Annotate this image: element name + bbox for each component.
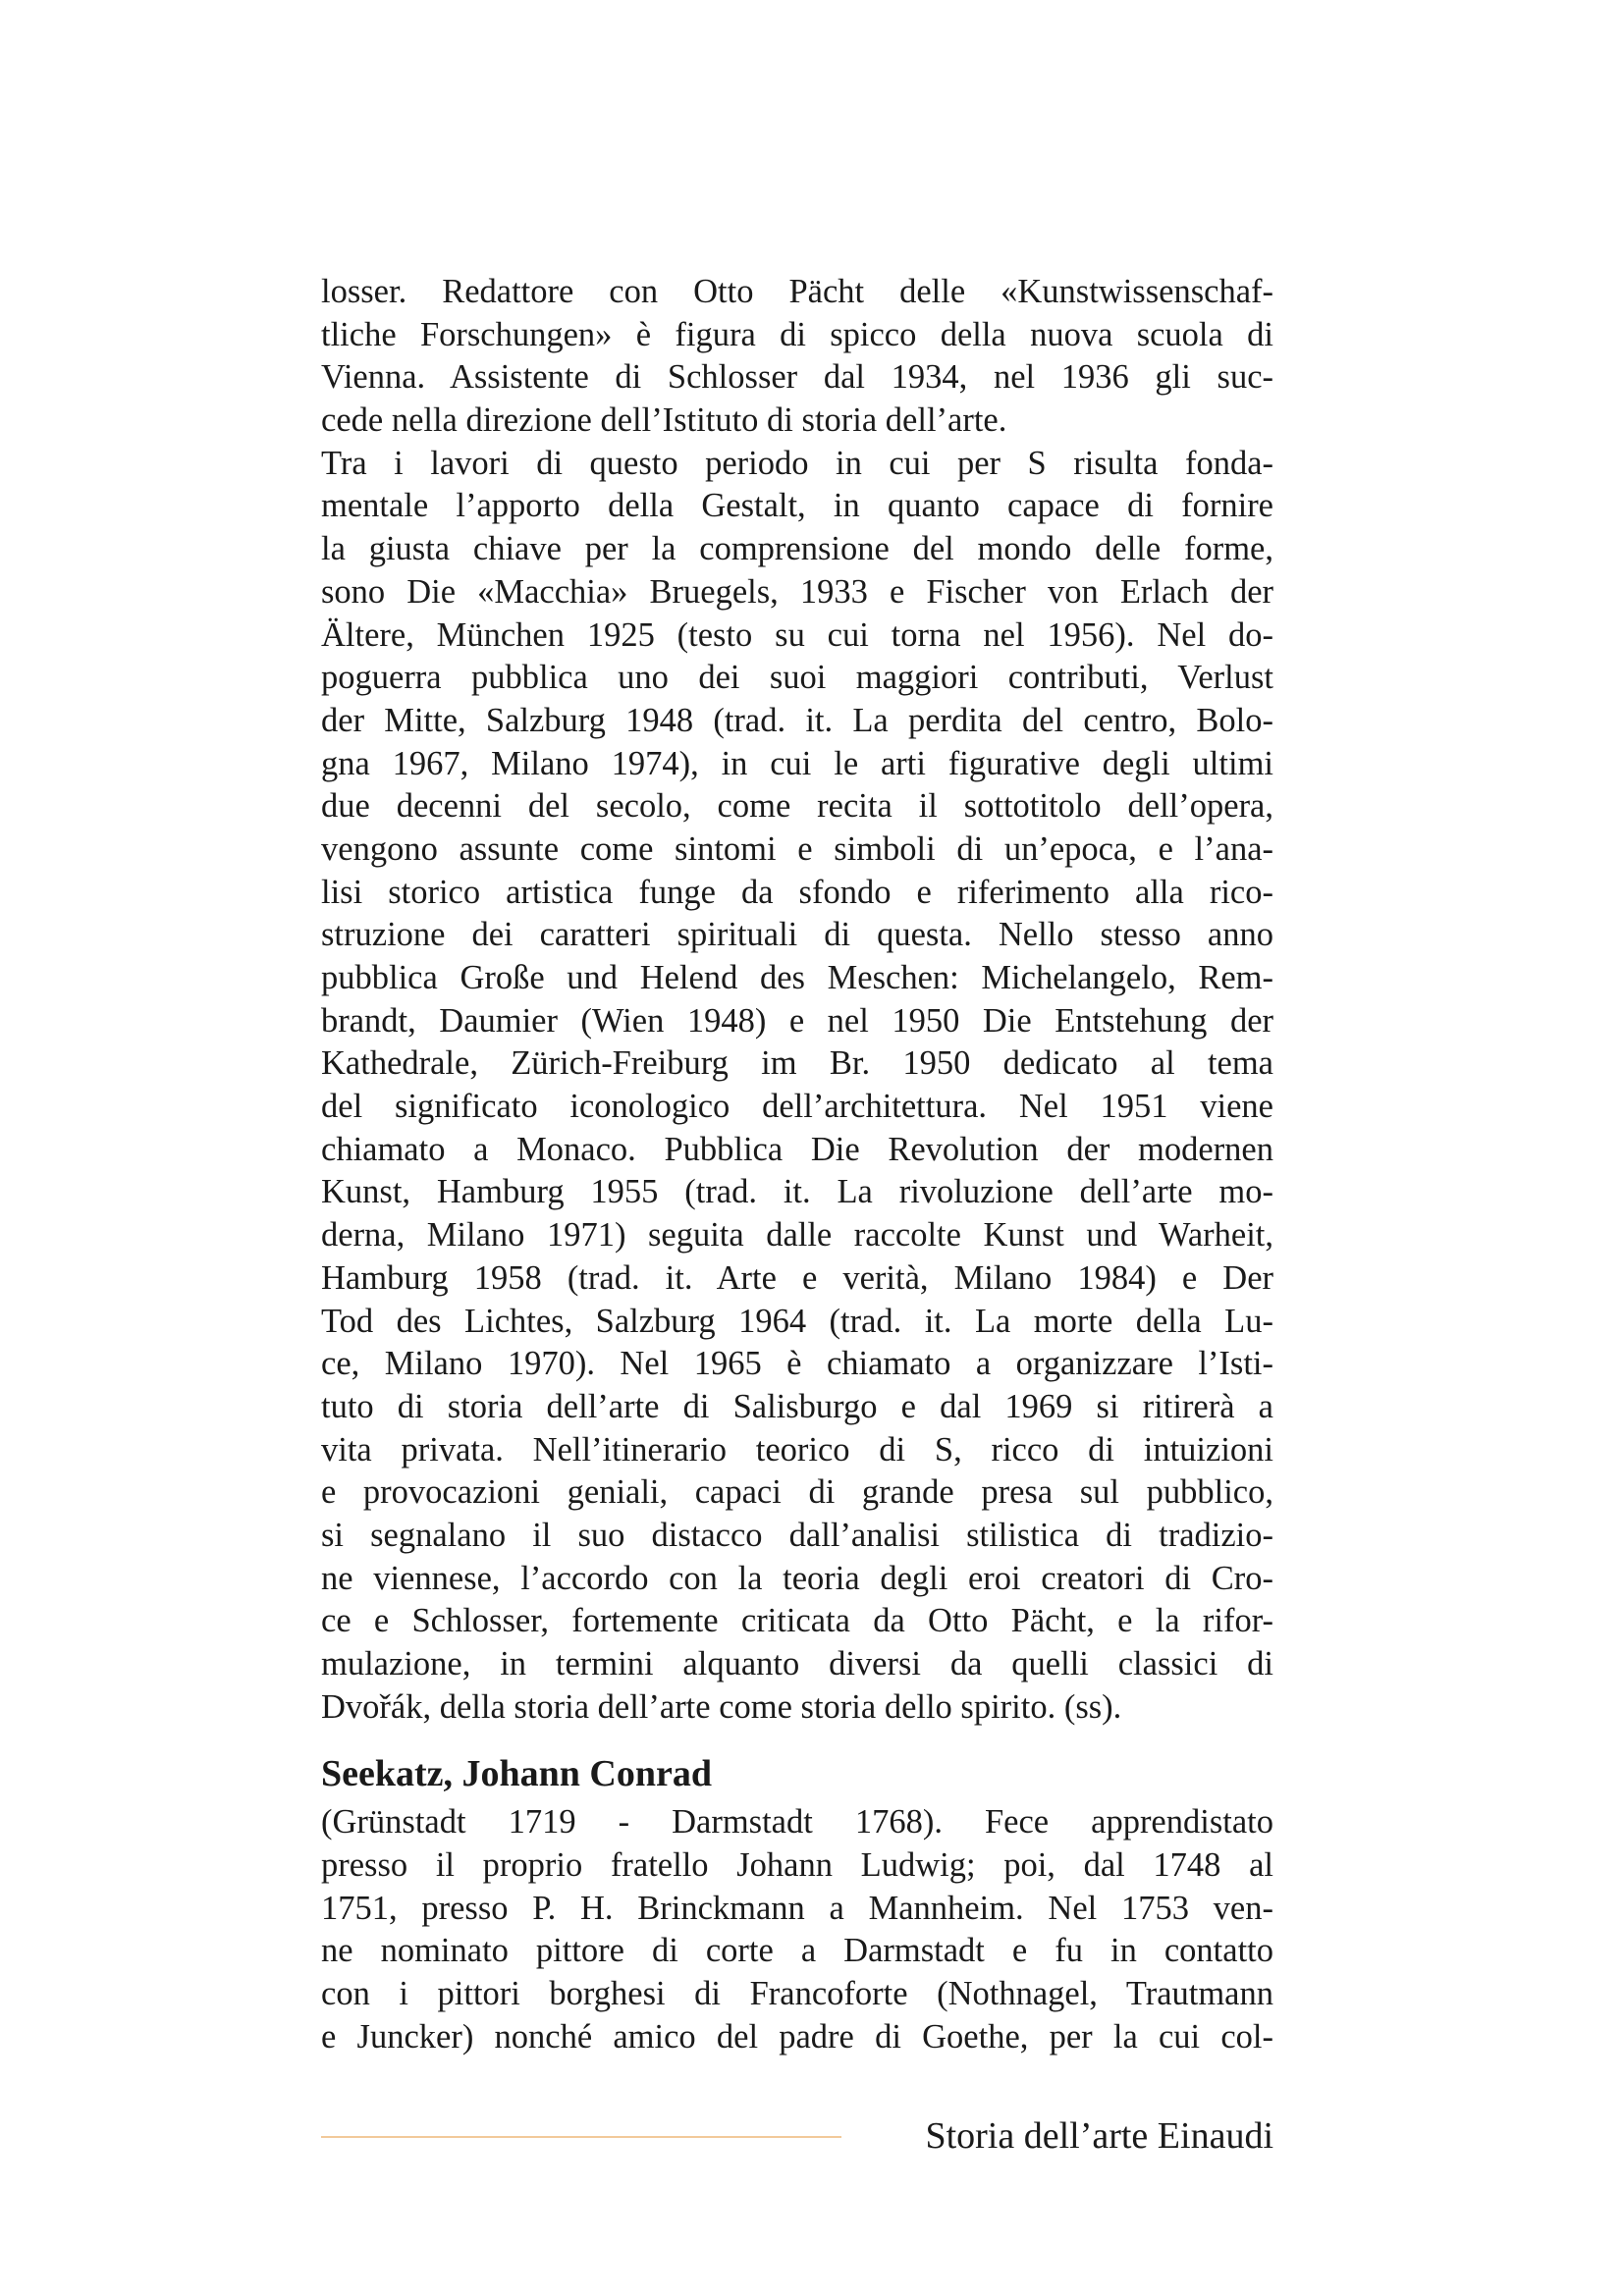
entry-sedlmayr-continued xyxy=(321,271,1273,1729)
text-line: Dvořák, della storia dell’arte come storia dello spirito. (ss). xyxy=(321,1687,1122,1726)
text-line: chiamato a Monaco. Pubblica Die Revolution der modernen xyxy=(321,1130,1273,1168)
text-line: e provocazioni geniali, capaci di grande presa sul pubblico, xyxy=(321,1473,1273,1512)
text-line: Kathedrale, Zürich-Freiburg im Br. 1950 dedicato al tema xyxy=(321,1044,1273,1083)
text-line: del significato iconologico dell’architettura. Nel 1951 viene xyxy=(321,1088,1273,1126)
page-body xyxy=(321,271,1273,2059)
text-line: due decenni del secolo, come recita il sottotitolo dell’opera, xyxy=(321,787,1273,826)
entry-heading-seekatz: Seekatz, Johann Conrad xyxy=(321,1753,712,1795)
text-line: Vienna. Assistente di Schlosser dal 1934, nel 1936 gli suc- xyxy=(321,358,1273,397)
text-line: la giusta chiave per la comprensione del mondo delle forme, xyxy=(321,530,1273,568)
text-line: Ältere, München 1925 (testo su cui torna nel 1956). Nel do- xyxy=(321,615,1273,654)
text-line: tuto di storia dell’arte di Salisburgo e dal 1969 si ritirerà a xyxy=(321,1387,1273,1425)
text-line: con i pittori borghesi di Francoforte (Nothnagel, Trautmann xyxy=(321,1975,1273,2013)
text-line: sono Die «Macchia» Bruegels, 1933 e Fischer von Erlach der xyxy=(321,572,1273,611)
text-line: vengono assunte come sintomi e simboli di un’epoca, e l’ana- xyxy=(321,829,1273,868)
text-line: e Juncker) nonché amico del padre di Goethe, per la cui col- xyxy=(321,2017,1273,2056)
text-line: Tod des Lichtes, Salzburg 1964 (trad. it. La morte della Lu- xyxy=(321,1302,1273,1340)
text-line: ce e Schlosser, fortemente criticata da Otto Pächt, e la rifor- xyxy=(321,1602,1273,1640)
text-line: pubblica Große und Helend des Meschen: Michelangelo, Rem- xyxy=(321,959,1273,996)
text-line: tliche Forschungen» è figura di spicco della nuova scuola di xyxy=(321,315,1273,353)
text-line: ne viennese, l’accordo con la teoria degli eroi creatori di Cro- xyxy=(321,1559,1273,1597)
text-line: lisi storico artistica funge da sfondo e riferimento alla rico- xyxy=(321,873,1273,911)
text-line: presso il proprio fratello Johann Ludwig; poi, dal 1748 al xyxy=(321,1846,1273,1885)
text-line: ne nominato pittore di corte a Darmstadt e fu in contatto xyxy=(321,1932,1273,1970)
text-line: losser. Redattore con Otto Pächt delle «Kunstwissenschaf- xyxy=(321,273,1273,310)
text-line: si segnalano il suo distacco dall’analisi stilistica di tradizio- xyxy=(321,1516,1273,1554)
footer-title: Storia dell’arte Einaudi xyxy=(925,2115,1273,2157)
text-line: ce, Milano 1970). Nel 1965 è chiamato a organizzare l’Isti- xyxy=(321,1345,1273,1383)
text-line: cede nella direzione dell’Istituto di storia dell’arte. xyxy=(321,401,1007,440)
text-line: struzione dei caratteri spirituali di questa. Nello stesso anno xyxy=(321,916,1273,954)
text-line: derna, Milano 1971) seguita dalle raccolte Kunst und Warheit, xyxy=(321,1216,1273,1255)
text-line: der Mitte, Salzburg 1948 (trad. it. La perdita del centro, Bolo- xyxy=(321,701,1273,739)
text-line: gna 1967, Milano 1974), in cui le arti figurative degli ultimi xyxy=(321,744,1273,782)
text-line: poguerra pubblica uno dei suoi maggiori contributi, Verlust xyxy=(321,659,1273,697)
entry-seekatz-body xyxy=(321,1801,1273,2058)
text-line: mentale l’apporto della Gestalt, in quanto capace di fornire xyxy=(321,487,1273,525)
text-line: vita privata. Nell’itinerario teorico di S, ricco di intuizioni xyxy=(321,1430,1273,1468)
footer-rule xyxy=(321,2136,841,2138)
text-line: brandt, Daumier (Wien 1948) e nel 1950 Die Entstehung der xyxy=(321,1001,1273,1040)
text-line: 1751, presso P. H. Brinckmann a Mannheim. Nel 1753 ven- xyxy=(321,1889,1273,1927)
text-line: Kunst, Hamburg 1955 (trad. it. La rivoluzione dell’arte mo- xyxy=(321,1173,1273,1211)
text-line: (Grünstadt 1719 - Darmstadt 1768). Fece apprendistato xyxy=(321,1803,1273,1842)
text-line: mulazione, in termini alquanto diversi da quelli classici di xyxy=(321,1645,1273,1682)
text-line: Tra i lavori di questo periodo in cui per S risulta fonda- xyxy=(321,444,1273,482)
page-footer xyxy=(321,2107,1273,2165)
text-line: Hamburg 1958 (trad. it. Arte e verità, Milano 1984) e Der xyxy=(321,1258,1273,1297)
